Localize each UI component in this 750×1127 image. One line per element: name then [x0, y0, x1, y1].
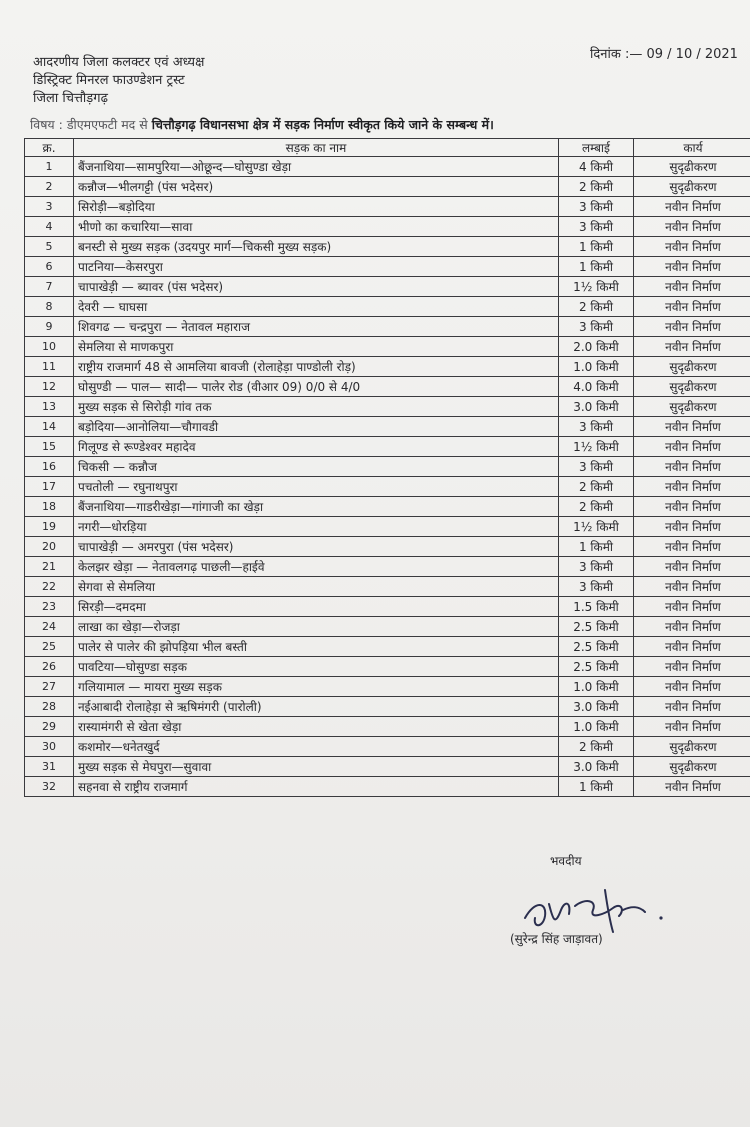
row-length: 3.0 किमी	[559, 757, 634, 777]
row-length: 1 किमी	[559, 257, 634, 277]
table-row	[25, 677, 750, 697]
subject-bold: चित्तौड़गढ़ विधानसभा क्षेत्र में सड़क निर्माण स्वीकृत किये जाने के सम्बन्ध में।	[151, 117, 494, 132]
table-row	[25, 477, 750, 497]
row-road-name: रास्यामंगरी से खेता खेड़ा	[74, 717, 559, 737]
row-road-name: पावटिया—घोसुण्डा सड़क	[74, 657, 559, 677]
row-length: 4.0 किमी	[559, 377, 634, 397]
table-row	[25, 177, 750, 197]
header-work: कार्य	[634, 139, 750, 157]
letter-date: दिनांक :— 09 / 10 / 2021	[590, 47, 738, 62]
roads-table	[24, 138, 750, 797]
table-row	[25, 217, 750, 237]
row-length: 2 किमी	[559, 177, 634, 197]
row-length: 1½ किमी	[559, 277, 634, 297]
row-sn: 31	[25, 757, 74, 777]
row-work: नवीन निर्माण	[634, 597, 750, 617]
row-length: 1.0 किमी	[559, 357, 634, 377]
row-road-name: केलझर खेड़ा — नेतावलगढ़ पाछली—हाईवे	[74, 557, 559, 577]
row-road-name: पाटनिया—केसरपुरा	[74, 257, 559, 277]
row-road-name: राष्ट्रीय राजमार्ग 48 से आमलिया बावजी (रोलाहेड़ा पाण्डोली रोड़)	[74, 357, 559, 377]
row-work: नवीन निर्माण	[634, 237, 750, 257]
row-length: 2 किमी	[559, 297, 634, 317]
table-body	[25, 157, 750, 797]
row-length: 3 किमी	[559, 557, 634, 577]
row-road-name: बैंजनाथिया—गाडरीखेड़ा—गांगाजी का खेड़ा	[74, 497, 559, 517]
table-row	[25, 437, 750, 457]
row-road-name: पालेर से पालेर की झोपड़िया भील बस्ती	[74, 637, 559, 657]
row-length: 2.5 किमी	[559, 617, 634, 637]
row-work: नवीन निर्माण	[634, 717, 750, 737]
row-length: 3 किमी	[559, 197, 634, 217]
row-sn: 9	[25, 317, 74, 337]
row-work: नवीन निर्माण	[634, 437, 750, 457]
row-length: 2.5 किमी	[559, 637, 634, 657]
row-road-name: मुख्य सड़क से मेघपुरा—सुवावा	[74, 757, 559, 777]
row-work: सुदृढीकरण	[634, 357, 750, 377]
row-length: 4 किमी	[559, 157, 634, 177]
row-sn: 1	[25, 157, 74, 177]
row-road-name: सिरड़ी—दमदमा	[74, 597, 559, 617]
row-road-name: गिलूण्ड से रूण्डेश्वर महादेव	[74, 437, 559, 457]
table-row	[25, 457, 750, 477]
row-sn: 19	[25, 517, 74, 537]
row-work: नवीन निर्माण	[634, 577, 750, 597]
row-road-name: चापाखेड़ी — ब्यावर (पंस भदेसर)	[74, 277, 559, 297]
row-road-name: नगरी—धोरड़िया	[74, 517, 559, 537]
row-work: नवीन निर्माण	[634, 657, 750, 677]
row-length: 1 किमी	[559, 237, 634, 257]
table-row	[25, 657, 750, 677]
row-work: सुदृढीकरण	[634, 737, 750, 757]
recipient-address	[33, 54, 204, 108]
row-length: 1.5 किमी	[559, 597, 634, 617]
row-road-name: देवरी — घाघसा	[74, 297, 559, 317]
row-road-name: घोसुण्डी — पाल— सादी— पालेर रोड (वीआर 09) 0/0 से 4/0	[74, 377, 559, 397]
table-row	[25, 777, 750, 797]
row-sn: 29	[25, 717, 74, 737]
row-road-name: चापाखेड़ी — अमरपुरा (पंस भदेसर)	[74, 537, 559, 557]
table-header-row	[25, 139, 750, 157]
row-length: 2.0 किमी	[559, 337, 634, 357]
row-road-name: शिवगढ — चन्द्रपुरा — नेतावल महाराज	[74, 317, 559, 337]
row-work: सुदृढीकरण	[634, 757, 750, 777]
row-sn: 15	[25, 437, 74, 457]
subject-line	[30, 116, 494, 133]
row-length: 2 किमी	[559, 477, 634, 497]
table-row	[25, 577, 750, 597]
table-row	[25, 317, 750, 337]
table-row	[25, 337, 750, 357]
row-road-name: बनस्टी से मुख्य सड़क (उदयपुर मार्ग—चिकसी मुख्य सड़क)	[74, 237, 559, 257]
row-length: 3.0 किमी	[559, 397, 634, 417]
row-sn: 11	[25, 357, 74, 377]
table-row	[25, 497, 750, 517]
row-road-name: सेगवा से सेमलिया	[74, 577, 559, 597]
row-road-name: बैंजनाथिया—सामपुरिया—ओछून्द—घोसुण्डा खेड़ा	[74, 157, 559, 177]
row-sn: 13	[25, 397, 74, 417]
row-work: नवीन निर्माण	[634, 697, 750, 717]
table-row	[25, 697, 750, 717]
row-sn: 14	[25, 417, 74, 437]
table-row	[25, 377, 750, 397]
row-work: नवीन निर्माण	[634, 277, 750, 297]
row-road-name: सिरोड़ी—बड़ोदिया	[74, 197, 559, 217]
row-road-name: बड़ोदिया—आनोलिया—चौगावडी	[74, 417, 559, 437]
row-work: नवीन निर्माण	[634, 677, 750, 697]
row-work: नवीन निर्माण	[634, 557, 750, 577]
row-length: 3 किमी	[559, 417, 634, 437]
row-sn: 32	[25, 777, 74, 797]
row-work: नवीन निर्माण	[634, 257, 750, 277]
table-row	[25, 717, 750, 737]
row-length: 3 किमी	[559, 457, 634, 477]
row-sn: 26	[25, 657, 74, 677]
row-sn: 24	[25, 617, 74, 637]
row-road-name: सहनवा से राष्ट्रीय राजमार्ग	[74, 777, 559, 797]
row-length: 2.5 किमी	[559, 657, 634, 677]
row-road-name: चिकसी — कन्नौज	[74, 457, 559, 477]
row-road-name: कन्नौज—भीलगट्टी (पंस भदेसर)	[74, 177, 559, 197]
row-length: 3 किमी	[559, 317, 634, 337]
row-work: नवीन निर्माण	[634, 497, 750, 517]
row-sn: 8	[25, 297, 74, 317]
table-row	[25, 597, 750, 617]
row-length: 1.0 किमी	[559, 677, 634, 697]
row-work: नवीन निर्माण	[634, 337, 750, 357]
row-length: 2 किमी	[559, 737, 634, 757]
table-row	[25, 637, 750, 657]
row-sn: 20	[25, 537, 74, 557]
row-sn: 28	[25, 697, 74, 717]
row-road-name: नईआबादी रोलाहेड़ा से ऋषिमंगरी (पारोली)	[74, 697, 559, 717]
row-length: 3 किमी	[559, 577, 634, 597]
row-road-name: भीणो का कचारिया—सावा	[74, 217, 559, 237]
row-work: नवीन निर्माण	[634, 317, 750, 337]
row-length: 3 किमी	[559, 217, 634, 237]
row-work: नवीन निर्माण	[634, 457, 750, 477]
row-length: 1½ किमी	[559, 517, 634, 537]
row-work: नवीन निर्माण	[634, 517, 750, 537]
row-sn: 5	[25, 237, 74, 257]
row-sn: 27	[25, 677, 74, 697]
row-sn: 22	[25, 577, 74, 597]
row-sn: 4	[25, 217, 74, 237]
header-road-name: सड़क का नाम	[74, 139, 559, 157]
table-row	[25, 737, 750, 757]
table-row	[25, 157, 750, 177]
row-sn: 25	[25, 637, 74, 657]
table-row	[25, 357, 750, 377]
row-work: नवीन निर्माण	[634, 217, 750, 237]
row-work: नवीन निर्माण	[634, 197, 750, 217]
closing-text: भवदीय	[550, 854, 582, 868]
address-line: आदरणीय जिला कलक्टर एवं अध्यक्ष	[33, 55, 205, 70]
address-line: डिस्ट्रिक्ट मिनरल फाउण्डेशन ट्रस्ट	[33, 73, 185, 88]
signer-name: (सुरेन्द्र सिंह जाड़ावत)	[510, 932, 603, 946]
table-row	[25, 257, 750, 277]
row-sn: 23	[25, 597, 74, 617]
row-road-name: सेमलिया से माणकपुरा	[74, 337, 559, 357]
row-length: 1 किमी	[559, 777, 634, 797]
row-work: नवीन निर्माण	[634, 297, 750, 317]
row-work: नवीन निर्माण	[634, 637, 750, 657]
row-sn: 18	[25, 497, 74, 517]
table-row	[25, 617, 750, 637]
row-road-name: मुख्य सड़क से सिरोड़ी गांव तक	[74, 397, 559, 417]
row-sn: 16	[25, 457, 74, 477]
subject-lead: विषय : डीएमएफटी मद से	[30, 117, 148, 132]
table-row	[25, 757, 750, 777]
row-sn: 10	[25, 337, 74, 357]
row-work: नवीन निर्माण	[634, 477, 750, 497]
table-row	[25, 277, 750, 297]
row-length: 3.0 किमी	[559, 697, 634, 717]
table-row	[25, 417, 750, 437]
row-road-name: कशमोर—धनेतखुर्द	[74, 737, 559, 757]
header-length: लम्बाई	[559, 139, 634, 157]
row-work: नवीन निर्माण	[634, 537, 750, 557]
address-line: जिला चित्तौड़गढ़	[33, 91, 108, 106]
row-work: सुदृढीकरण	[634, 397, 750, 417]
row-work: नवीन निर्माण	[634, 417, 750, 437]
table-row	[25, 397, 750, 417]
row-work: नवीन निर्माण	[634, 777, 750, 797]
row-sn: 6	[25, 257, 74, 277]
row-work: सुदृढीकरण	[634, 177, 750, 197]
row-road-name: पचतोली — रघुनाथपुरा	[74, 477, 559, 497]
row-length: 2 किमी	[559, 497, 634, 517]
row-road-name: गलियामाल — मायरा मुख्य सड़क	[74, 677, 559, 697]
table-row	[25, 557, 750, 577]
row-sn: 21	[25, 557, 74, 577]
row-length: 1.0 किमी	[559, 717, 634, 737]
row-sn: 7	[25, 277, 74, 297]
header-sn: क्र.	[25, 139, 74, 157]
row-sn: 2	[25, 177, 74, 197]
row-sn: 12	[25, 377, 74, 397]
row-work: सुदृढीकरण	[634, 157, 750, 177]
row-length: 1 किमी	[559, 537, 634, 557]
table-row	[25, 517, 750, 537]
row-sn: 17	[25, 477, 74, 497]
table-row	[25, 537, 750, 557]
row-length: 1½ किमी	[559, 437, 634, 457]
table-row	[25, 197, 750, 217]
row-road-name: लाखा का खेड़ा—रोजड़ा	[74, 617, 559, 637]
row-sn: 3	[25, 197, 74, 217]
table-row	[25, 237, 750, 257]
table-row	[25, 297, 750, 317]
row-work: सुदृढीकरण	[634, 377, 750, 397]
row-work: नवीन निर्माण	[634, 617, 750, 637]
row-sn: 30	[25, 737, 74, 757]
